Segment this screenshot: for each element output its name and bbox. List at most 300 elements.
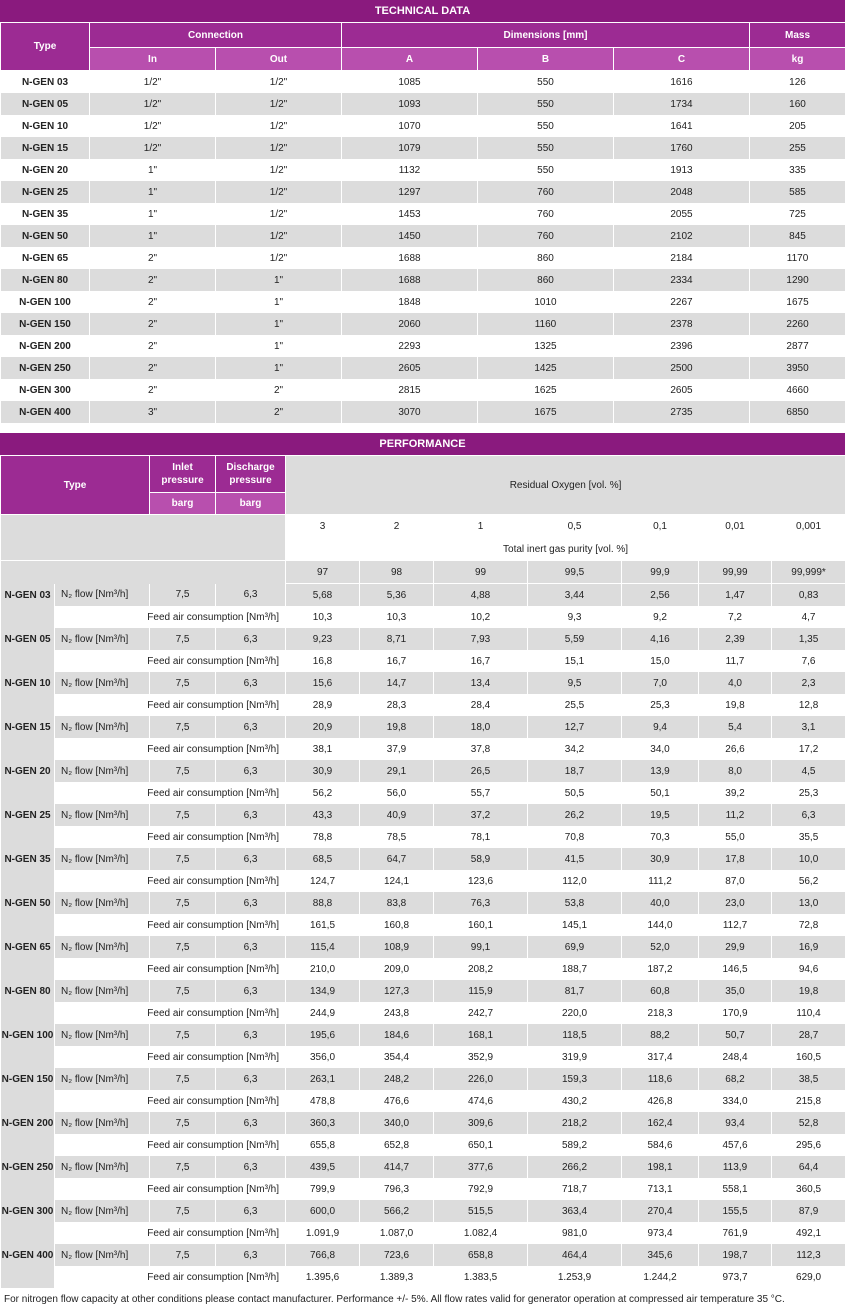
feed-air-value: 584,6 <box>622 1134 699 1156</box>
n2-flow-value: 9,5 <box>528 672 622 694</box>
n2-flow-value: 345,6 <box>622 1244 699 1266</box>
discharge-pressure-value: 6,3 <box>216 892 286 914</box>
n2-flow-value: 159,3 <box>528 1068 622 1090</box>
n2-flow-label: N₂ flow [Nm³/h] <box>55 672 150 694</box>
feed-air-value: 15,0 <box>622 650 699 672</box>
inlet-pressure-value: 7,5 <box>150 584 216 607</box>
feed-air-value: 37,9 <box>360 738 434 760</box>
n2-flow-value: 127,3 <box>360 980 434 1002</box>
n2-flow-value: 168,1 <box>434 1024 528 1046</box>
n2-flow-value: 13,4 <box>434 672 528 694</box>
table-row <box>1 980 845 1002</box>
purity-value: 98 <box>360 561 434 584</box>
feed-air-value: 981,0 <box>528 1222 622 1244</box>
feed-air-value: 34,0 <box>622 738 699 760</box>
table-row <box>1 914 845 936</box>
feed-air-value: 112,7 <box>699 914 772 936</box>
value-cell: 1" <box>216 335 342 357</box>
perf-discharge-unit: barg <box>216 493 286 515</box>
feed-air-value: 796,3 <box>360 1178 434 1200</box>
oxygen-value: 0,001 <box>772 515 845 538</box>
type-cell: N-GEN 15 <box>1 716 55 760</box>
value-cell: 1/2" <box>90 115 216 137</box>
oxygen-value: 0,5 <box>528 515 622 538</box>
table-row <box>1 1266 845 1288</box>
feed-air-value: 7,6 <box>772 650 845 672</box>
feed-air-value: 123,6 <box>434 870 528 892</box>
table-row <box>1 1244 845 1266</box>
perf-inlet-unit: barg <box>150 493 216 515</box>
purity-value: 99,999* <box>772 561 845 584</box>
n2-flow-value: 2,3 <box>772 672 845 694</box>
table-row <box>1 1002 845 1024</box>
feed-air-value: 1.389,3 <box>360 1266 434 1288</box>
value-cell: 160 <box>750 93 845 115</box>
type-cell: N-GEN 200 <box>1 1112 55 1156</box>
value-cell: 1" <box>90 181 216 203</box>
n2-flow-value: 723,6 <box>360 1244 434 1266</box>
feed-air-value: 713,1 <box>622 1178 699 1200</box>
table-row <box>1 716 845 738</box>
feed-air-value: 124,1 <box>360 870 434 892</box>
n2-flow-label: N₂ flow [Nm³/h] <box>55 716 150 738</box>
value-cell: 2060 <box>342 313 478 335</box>
type-cell: N-GEN 25 <box>1 804 55 848</box>
feed-air-value: 187,2 <box>622 958 699 980</box>
value-cell: 2605 <box>342 357 478 379</box>
value-cell: 1/2" <box>90 71 216 94</box>
feed-air-value: 55,0 <box>699 826 772 848</box>
value-cell: 1616 <box>614 71 750 94</box>
value-cell: 1325 <box>478 335 614 357</box>
feed-air-value: 352,9 <box>434 1046 528 1068</box>
col-c-header: C <box>614 48 750 71</box>
n2-flow-value: 4,0 <box>699 672 772 694</box>
n2-flow-value: 14,7 <box>360 672 434 694</box>
n2-flow-value: 68,5 <box>286 848 360 870</box>
table-row <box>1 1156 845 1178</box>
purity-value: 99,5 <box>528 561 622 584</box>
value-cell: 1/2" <box>216 159 342 181</box>
n2-flow-value: 766,8 <box>286 1244 360 1266</box>
type-cell: N-GEN 05 <box>1 628 55 672</box>
type-cell: N-GEN 35 <box>1 203 90 225</box>
n2-flow-value: 118,6 <box>622 1068 699 1090</box>
n2-flow-value: 13,9 <box>622 760 699 782</box>
table-row <box>1 1178 845 1200</box>
n2-flow-value: 64,4 <box>772 1156 845 1178</box>
oxygen-value: 3 <box>286 515 360 538</box>
value-cell: 1675 <box>478 401 614 423</box>
value-cell: 1/2" <box>216 115 342 137</box>
n2-flow-value: 198,7 <box>699 1244 772 1266</box>
n2-flow-value: 41,5 <box>528 848 622 870</box>
feed-air-value: 112,0 <box>528 870 622 892</box>
value-cell: 2" <box>90 269 216 291</box>
feed-air-value: 160,8 <box>360 914 434 936</box>
col-kg-header: kg <box>750 48 845 71</box>
value-cell: 2500 <box>614 357 750 379</box>
col-connection-header: Connection <box>90 23 342 48</box>
feed-air-value: 124,7 <box>286 870 360 892</box>
value-cell: 760 <box>478 181 614 203</box>
value-cell: 845 <box>750 225 845 247</box>
n2-flow-label: N₂ flow [Nm³/h] <box>55 936 150 958</box>
feed-air-value: 244,9 <box>286 1002 360 1024</box>
value-cell: 2260 <box>750 313 845 335</box>
discharge-pressure-value: 6,3 <box>216 760 286 782</box>
purity-header: Total inert gas purity [vol. %] <box>286 538 845 561</box>
perf-discharge-header: Discharge pressure <box>216 456 286 493</box>
table-row <box>1 1046 845 1068</box>
table-row <box>1 936 845 958</box>
feed-air-value: 354,4 <box>360 1046 434 1068</box>
table-row <box>1 181 845 203</box>
n2-flow-value: 83,8 <box>360 892 434 914</box>
col-a-header: A <box>342 48 478 71</box>
table-row <box>1 628 845 650</box>
n2-flow-value: 26,2 <box>528 804 622 826</box>
value-cell: 2735 <box>614 401 750 423</box>
inlet-pressure-value: 7,5 <box>150 760 216 782</box>
table-row <box>1 606 845 628</box>
discharge-pressure-value: 6,3 <box>216 1068 286 1090</box>
feed-air-value: 170,9 <box>699 1002 772 1024</box>
n2-flow-value: 5,68 <box>286 584 360 607</box>
feed-air-value: 70,8 <box>528 826 622 848</box>
feed-air-value: 146,5 <box>699 958 772 980</box>
n2-flow-value: 99,1 <box>434 936 528 958</box>
n2-flow-label: N₂ flow [Nm³/h] <box>55 1068 150 1090</box>
value-cell: 1/2" <box>216 181 342 203</box>
value-cell: 2378 <box>614 313 750 335</box>
value-cell: 1453 <box>342 203 478 225</box>
table-row <box>1 115 845 137</box>
n2-flow-value: 658,8 <box>434 1244 528 1266</box>
n2-flow-value: 600,0 <box>286 1200 360 1222</box>
type-cell: N-GEN 80 <box>1 980 55 1024</box>
feed-air-value: 430,2 <box>528 1090 622 1112</box>
value-cell: 760 <box>478 225 614 247</box>
value-cell: 1" <box>216 291 342 313</box>
table-row <box>1 672 845 694</box>
n2-flow-label: N₂ flow [Nm³/h] <box>55 760 150 782</box>
n2-flow-value: 184,6 <box>360 1024 434 1046</box>
n2-flow-value: 50,7 <box>699 1024 772 1046</box>
inlet-pressure-value: 7,5 <box>150 936 216 958</box>
value-cell: 1" <box>90 225 216 247</box>
n2-flow-value: 566,2 <box>360 1200 434 1222</box>
n2-flow-value: 248,2 <box>360 1068 434 1090</box>
technical-data-section <box>0 0 845 423</box>
n2-flow-value: 30,9 <box>622 848 699 870</box>
value-cell: 126 <box>750 71 845 94</box>
feed-air-value: 655,8 <box>286 1134 360 1156</box>
feed-air-value: 161,5 <box>286 914 360 936</box>
feed-air-value: 973,4 <box>622 1222 699 1244</box>
inlet-pressure-value: 7,5 <box>150 804 216 826</box>
n2-flow-value: 76,3 <box>434 892 528 914</box>
feed-air-value: 629,0 <box>772 1266 845 1288</box>
feed-air-value: 1.091,9 <box>286 1222 360 1244</box>
value-cell: 1641 <box>614 115 750 137</box>
table-row <box>1 694 845 716</box>
n2-flow-value: 3,44 <box>528 584 622 607</box>
discharge-pressure-value: 6,3 <box>216 672 286 694</box>
n2-flow-value: 363,4 <box>528 1200 622 1222</box>
feed-air-value: 334,0 <box>699 1090 772 1112</box>
n2-flow-label: N₂ flow [Nm³/h] <box>55 628 150 650</box>
feed-air-value: 1.087,0 <box>360 1222 434 1244</box>
discharge-pressure-value: 6,3 <box>216 980 286 1002</box>
inlet-pressure-value: 7,5 <box>150 716 216 738</box>
col-in-header: In <box>90 48 216 71</box>
n2-flow-value: 8,0 <box>699 760 772 782</box>
feed-air-value: 492,1 <box>772 1222 845 1244</box>
table-row <box>1 401 845 423</box>
feed-air-label: Feed air consumption [Nm³/h] <box>55 826 286 848</box>
inlet-pressure-value: 7,5 <box>150 628 216 650</box>
n2-flow-value: 134,9 <box>286 980 360 1002</box>
n2-flow-label: N₂ flow [Nm³/h] <box>55 848 150 870</box>
type-cell: N-GEN 15 <box>1 137 90 159</box>
table-row <box>1 247 845 269</box>
performance-table <box>0 455 845 1288</box>
table-row <box>1 93 845 115</box>
value-cell: 6850 <box>750 401 845 423</box>
value-cell: 1" <box>216 313 342 335</box>
n2-flow-label: N₂ flow [Nm³/h] <box>55 1024 150 1046</box>
n2-flow-value: 58,9 <box>434 848 528 870</box>
value-cell: 1675 <box>750 291 845 313</box>
table-row <box>1 584 845 607</box>
value-cell: 1688 <box>342 247 478 269</box>
n2-flow-value: 4,16 <box>622 628 699 650</box>
inlet-pressure-value: 7,5 <box>150 672 216 694</box>
feed-air-value: 26,6 <box>699 738 772 760</box>
n2-flow-value: 38,5 <box>772 1068 845 1090</box>
oxygen-value: 0,1 <box>622 515 699 538</box>
feed-air-value: 56,2 <box>772 870 845 892</box>
value-cell: 205 <box>750 115 845 137</box>
table-row <box>1 71 845 94</box>
n2-flow-value: 2,56 <box>622 584 699 607</box>
n2-flow-value: 309,6 <box>434 1112 528 1134</box>
discharge-pressure-value: 6,3 <box>216 804 286 826</box>
value-cell: 2267 <box>614 291 750 313</box>
n2-flow-value: 30,9 <box>286 760 360 782</box>
value-cell: 1450 <box>342 225 478 247</box>
type-cell: N-GEN 10 <box>1 115 90 137</box>
technical-data-table <box>0 22 845 423</box>
type-cell: N-GEN 10 <box>1 672 55 716</box>
value-cell: 1" <box>90 203 216 225</box>
value-cell: 1/2" <box>90 93 216 115</box>
n2-flow-value: 1,35 <box>772 628 845 650</box>
feed-air-value: 10,3 <box>360 606 434 628</box>
value-cell: 550 <box>478 71 614 94</box>
feed-air-value: 111,2 <box>622 870 699 892</box>
feed-air-value: 110,4 <box>772 1002 845 1024</box>
feed-air-value: 87,0 <box>699 870 772 892</box>
table-row <box>1 379 845 401</box>
feed-air-label: Feed air consumption [Nm³/h] <box>55 738 286 760</box>
n2-flow-value: 218,2 <box>528 1112 622 1134</box>
feed-air-value: 160,5 <box>772 1046 845 1068</box>
feed-air-value: 474,6 <box>434 1090 528 1112</box>
technical-data-rows <box>1 71 845 424</box>
value-cell: 1688 <box>342 269 478 291</box>
perf-inlet-header: Inlet pressure <box>150 456 216 493</box>
feed-air-value: 25,3 <box>622 694 699 716</box>
feed-air-label: Feed air consumption [Nm³/h] <box>55 914 286 936</box>
n2-flow-value: 10,0 <box>772 848 845 870</box>
type-cell: N-GEN 03 <box>1 71 90 94</box>
discharge-pressure-value: 6,3 <box>216 1024 286 1046</box>
feed-air-value: 652,8 <box>360 1134 434 1156</box>
value-cell: 1010 <box>478 291 614 313</box>
table-row <box>1 1200 845 1222</box>
feed-air-label: Feed air consumption [Nm³/h] <box>55 1222 286 1244</box>
n2-flow-value: 270,4 <box>622 1200 699 1222</box>
feed-air-value: 16,7 <box>360 650 434 672</box>
inlet-pressure-value: 7,5 <box>150 980 216 1002</box>
n2-flow-value: 19,8 <box>360 716 434 738</box>
n2-flow-label: N₂ flow [Nm³/h] <box>55 1244 150 1266</box>
table-row <box>1 335 845 357</box>
n2-flow-value: 263,1 <box>286 1068 360 1090</box>
n2-flow-value: 226,0 <box>434 1068 528 1090</box>
n2-flow-value: 118,5 <box>528 1024 622 1046</box>
feed-air-value: 188,7 <box>528 958 622 980</box>
type-cell: N-GEN 300 <box>1 379 90 401</box>
table-row <box>1 1068 845 1090</box>
value-cell: 760 <box>478 203 614 225</box>
oxygen-value: 0,01 <box>699 515 772 538</box>
discharge-pressure-value: 6,3 <box>216 584 286 607</box>
value-cell: 2334 <box>614 269 750 291</box>
table-row <box>1 159 845 181</box>
value-cell: 1734 <box>614 93 750 115</box>
n2-flow-value: 414,7 <box>360 1156 434 1178</box>
value-cell: 860 <box>478 247 614 269</box>
n2-flow-value: 88,2 <box>622 1024 699 1046</box>
discharge-pressure-value: 6,3 <box>216 716 286 738</box>
n2-flow-value: 198,1 <box>622 1156 699 1178</box>
value-cell: 1/2" <box>216 71 342 94</box>
n2-flow-value: 19,5 <box>622 804 699 826</box>
discharge-pressure-value: 6,3 <box>216 848 286 870</box>
feed-air-value: 10,2 <box>434 606 528 628</box>
type-cell: N-GEN 35 <box>1 848 55 892</box>
feed-air-label: Feed air consumption [Nm³/h] <box>55 1046 286 1068</box>
inlet-pressure-value: 7,5 <box>150 1068 216 1090</box>
n2-flow-value: 9,4 <box>622 716 699 738</box>
feed-air-value: 210,0 <box>286 958 360 980</box>
feed-air-value: 208,2 <box>434 958 528 980</box>
value-cell: 1913 <box>614 159 750 181</box>
n2-flow-value: 6,3 <box>772 804 845 826</box>
feed-air-value: 799,9 <box>286 1178 360 1200</box>
n2-flow-label: N₂ flow [Nm³/h] <box>55 892 150 914</box>
col-b-header: B <box>478 48 614 71</box>
table-row <box>1 826 845 848</box>
n2-flow-value: 2,39 <box>699 628 772 650</box>
table-row <box>1 225 845 247</box>
value-cell: 1/2" <box>216 93 342 115</box>
n2-flow-value: 40,9 <box>360 804 434 826</box>
value-cell: 2396 <box>614 335 750 357</box>
n2-flow-value: 112,3 <box>772 1244 845 1266</box>
n2-flow-value: 1,47 <box>699 584 772 607</box>
n2-flow-value: 17,8 <box>699 848 772 870</box>
n2-flow-value: 4,5 <box>772 760 845 782</box>
n2-flow-value: 26,5 <box>434 760 528 782</box>
n2-flow-value: 18,0 <box>434 716 528 738</box>
value-cell: 1760 <box>614 137 750 159</box>
performance-rows <box>1 584 845 1289</box>
n2-flow-value: 52,0 <box>622 936 699 958</box>
type-cell: N-GEN 300 <box>1 1200 55 1244</box>
feed-air-value: 38,1 <box>286 738 360 760</box>
inlet-pressure-value: 7,5 <box>150 1156 216 1178</box>
n2-flow-value: 12,7 <box>528 716 622 738</box>
value-cell: 1160 <box>478 313 614 335</box>
value-cell: 860 <box>478 269 614 291</box>
inlet-pressure-value: 7,5 <box>150 1200 216 1222</box>
n2-flow-value: 115,4 <box>286 936 360 958</box>
value-cell: 3070 <box>342 401 478 423</box>
n2-flow-value: 60,8 <box>622 980 699 1002</box>
n2-flow-value: 35,0 <box>699 980 772 1002</box>
table-row <box>1 1134 845 1156</box>
feed-air-value: 319,9 <box>528 1046 622 1068</box>
inlet-pressure-value: 7,5 <box>150 1112 216 1134</box>
feed-air-label: Feed air consumption [Nm³/h] <box>55 650 286 672</box>
feed-air-value: 215,8 <box>772 1090 845 1112</box>
n2-flow-value: 108,9 <box>360 936 434 958</box>
type-cell: N-GEN 150 <box>1 313 90 335</box>
n2-flow-value: 16,9 <box>772 936 845 958</box>
value-cell: 2" <box>216 379 342 401</box>
feed-air-value: 650,1 <box>434 1134 528 1156</box>
value-cell: 2102 <box>614 225 750 247</box>
n2-flow-value: 360,3 <box>286 1112 360 1134</box>
feed-air-value: 356,0 <box>286 1046 360 1068</box>
feed-air-value: 34,2 <box>528 738 622 760</box>
feed-air-value: 37,8 <box>434 738 528 760</box>
table-row <box>1 1090 845 1112</box>
feed-air-value: 39,2 <box>699 782 772 804</box>
value-cell: 1132 <box>342 159 478 181</box>
n2-flow-value: 69,9 <box>528 936 622 958</box>
col-dimensions-header: Dimensions [mm] <box>342 23 750 48</box>
n2-flow-value: 81,7 <box>528 980 622 1002</box>
value-cell: 1297 <box>342 181 478 203</box>
value-cell: 1848 <box>342 291 478 313</box>
inlet-pressure-value: 7,5 <box>150 1024 216 1046</box>
type-cell: N-GEN 25 <box>1 181 90 203</box>
oxygen-value: 1 <box>434 515 528 538</box>
value-cell: 2877 <box>750 335 845 357</box>
n2-flow-label: N₂ flow [Nm³/h] <box>55 804 150 826</box>
value-cell: 1079 <box>342 137 478 159</box>
value-cell: 2605 <box>614 379 750 401</box>
discharge-pressure-value: 6,3 <box>216 1112 286 1134</box>
table-row <box>1 782 845 804</box>
footnote: For nitrogen flow capacity at other conditions please contact manufacturer. Performance +/- 5%. All flow rates valid for generator operation at compressed air temperature 35 °C. <box>4 1294 785 1305</box>
col-out-header: Out <box>216 48 342 71</box>
